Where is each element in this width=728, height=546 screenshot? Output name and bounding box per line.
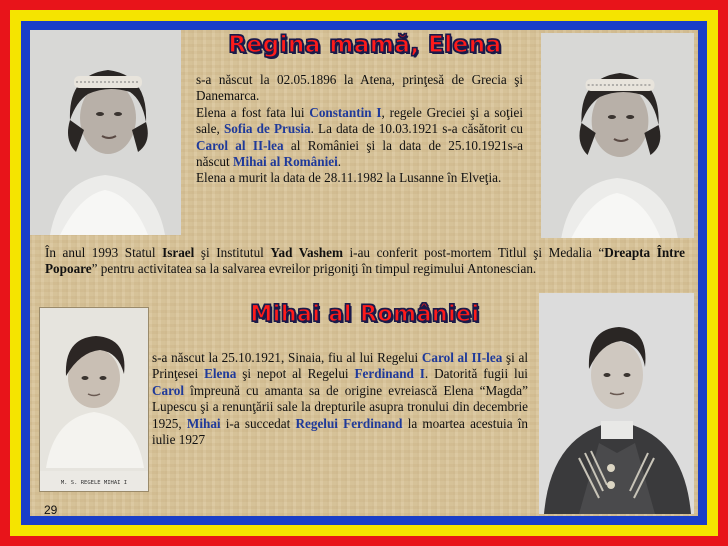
elena-highlight: Carol al II-lea — [196, 137, 284, 153]
mihai-biography — [152, 350, 528, 448]
elena-text: Elena a fost fata lui — [196, 104, 310, 120]
honor-paragraph — [45, 245, 685, 278]
elena-text: al României şi la data de 25.10.1921s-a născut — [196, 137, 523, 170]
honor-text: i-au conferit post-mortem Titlul şi Medalia “ — [342, 245, 605, 260]
elena-biography — [196, 72, 523, 187]
mihai-highlight: Elena — [204, 366, 237, 382]
mihai-title: Mihai al României — [250, 302, 480, 327]
mihai-text: i-a succedat — [220, 415, 296, 431]
mihai-text: împreună cu amanta sa de origine evreiască Elena “Magda” Lupescu şi a renunţării sale la drepturile asupra tronului din decembrie 1925, — [152, 382, 528, 431]
mihai-highlight: Carol — [152, 382, 184, 398]
page-number: 29 — [44, 503, 58, 517]
mihai-text: la moartea acestuia în iulie 1927 — [152, 415, 529, 448]
mihai-text: . Datorită fugii lui — [424, 366, 528, 382]
elena-text: . — [337, 154, 342, 170]
mihai-text: şi nepot al Regelui — [236, 366, 355, 382]
elena-highlight: Sofia de Prusia — [223, 121, 311, 137]
honor-text: şi Institutul — [194, 245, 271, 260]
mihai-text: şi al Prinţesei — [152, 350, 529, 382]
elena-death-text: Elena a murit la data de 28.11.1982 la Lusanne în Elveţia. — [196, 170, 502, 186]
elena-highlight: Constantin I — [309, 104, 382, 120]
elena-highlight: Mihai al României — [233, 154, 338, 170]
mihai-highlight: Carol al II-lea — [421, 350, 503, 365]
mihai-child-portrait — [39, 307, 149, 492]
slide-area — [30, 30, 698, 516]
honor-bold: Dreapta Între Popoare — [45, 245, 686, 277]
mihai-highlight: Mihai — [186, 415, 221, 431]
elena-text: . La data de 10.03.1921 s-a căsătorit cu — [310, 121, 523, 137]
mihai-highlight: Regelui Ferdinand — [295, 415, 403, 431]
queen-elena-portrait-right — [541, 33, 694, 238]
queen-elena-portrait-left — [30, 30, 181, 235]
queen-title: Regina mamă, Elena — [228, 32, 502, 58]
honor-text: În anul 1993 Statul — [45, 245, 163, 260]
mihai-highlight: Ferdinand I — [354, 366, 425, 382]
honor-bold: Israel — [162, 245, 195, 260]
elena-birth-text: s-a născut la 02.05.1896 la Atena, prinţesă de Grecia şi Danemarca. — [196, 72, 523, 104]
mihai-text: s-a născut la 25.10.1921, Sinaia, fiu al lui Regelui — [152, 350, 422, 365]
photo-caption: M. S. REGELE MIHAI I — [60, 480, 128, 486]
elena-text: , regele Greciei şi a soţiei sale, — [196, 104, 523, 137]
honor-bold: Yad Vashem — [270, 245, 343, 260]
mihai-uniform-portrait — [539, 293, 694, 514]
honor-text: ” pentru activitatea sa la salvarea evreilor prigoniţi în timpul regimului Antonescian. — [91, 261, 537, 277]
